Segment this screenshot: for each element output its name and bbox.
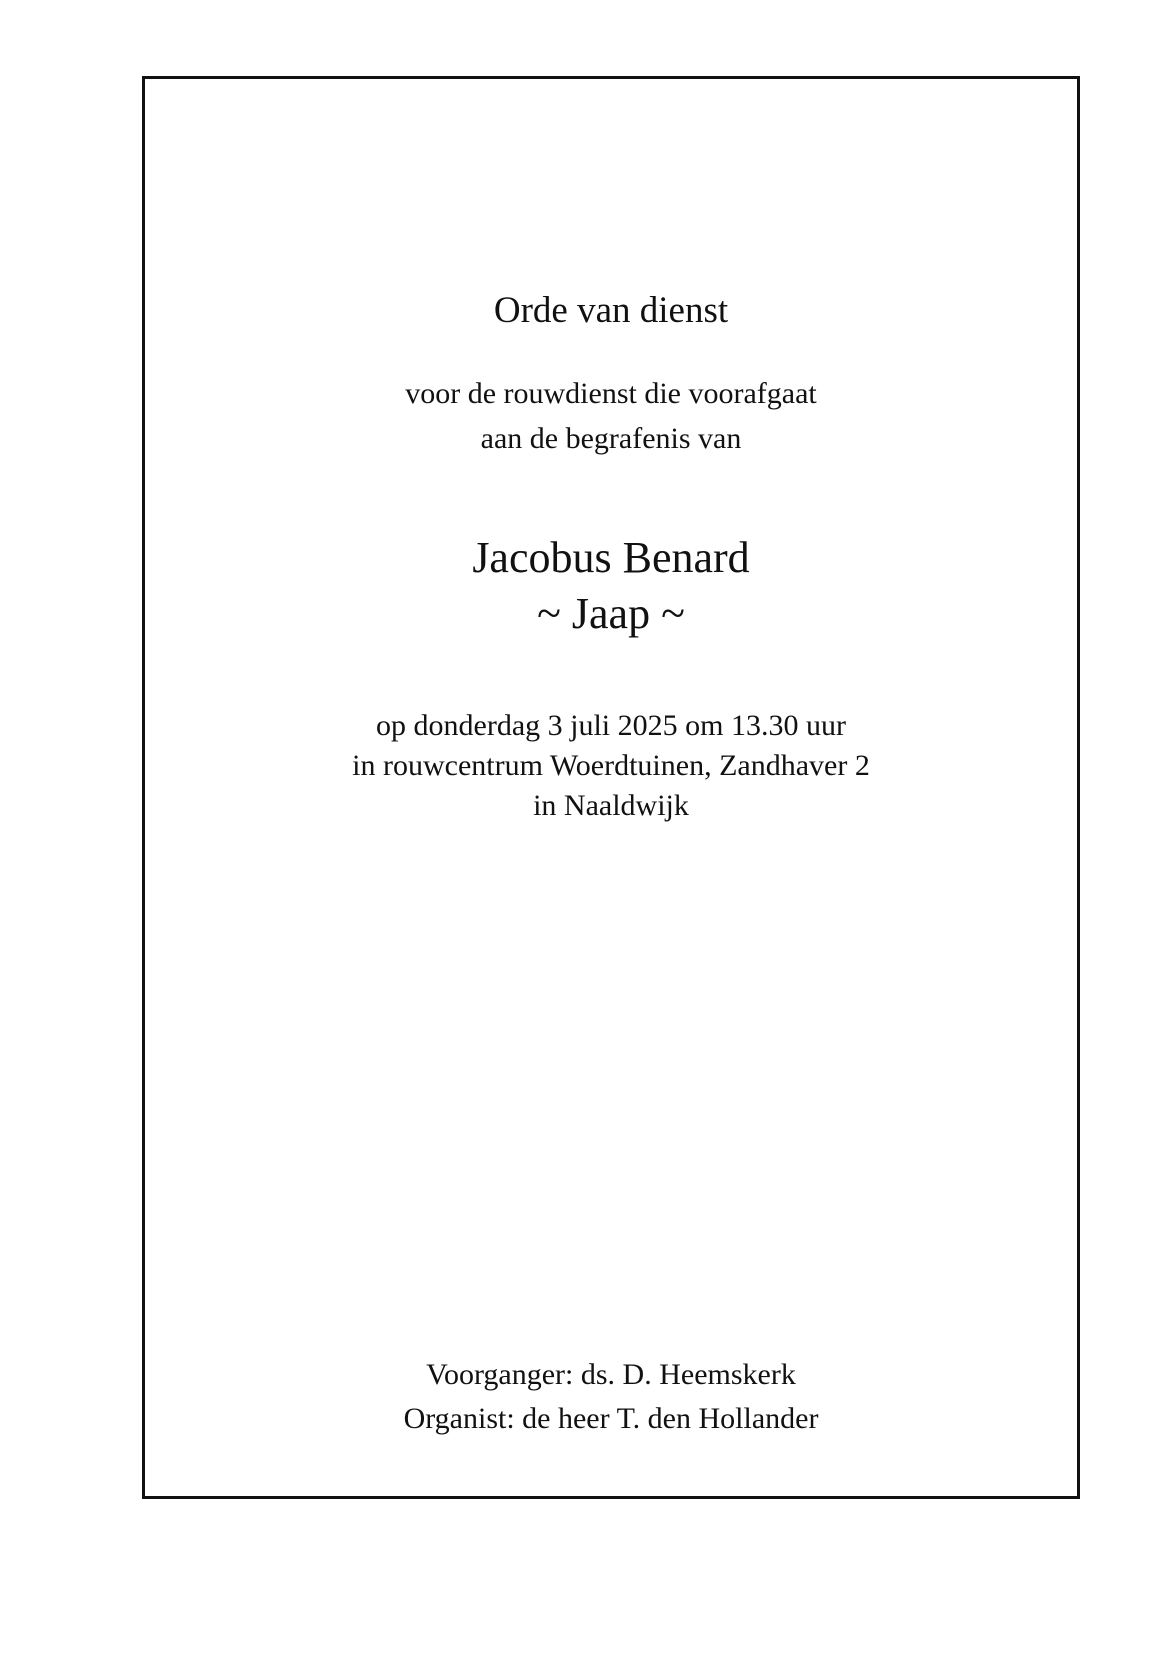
subtitle-line-2: aan de begrafenis van: [480, 422, 742, 455]
deceased-name: Jacobus Benard: [472, 533, 750, 582]
service-town: in Naaldwijk: [533, 789, 689, 822]
officiant-credit: Voorganger: ds. D. Heemskerk: [426, 1358, 796, 1391]
deceased-nickname: ~ Jaap ~: [537, 589, 685, 638]
page-border-frame: [142, 76, 1080, 1499]
service-date-time: op donderdag 3 juli 2025 om 13.30 uur: [376, 709, 846, 742]
organist-credit: Organist: de heer T. den Hollander: [403, 1402, 819, 1435]
subtitle-line-1: voor de rouwdienst die voorafgaat: [405, 377, 817, 410]
service-venue: in rouwcentrum Woerdtuinen, Zandhaver 2: [352, 749, 870, 782]
document-title: Orde van dienst: [493, 290, 729, 331]
